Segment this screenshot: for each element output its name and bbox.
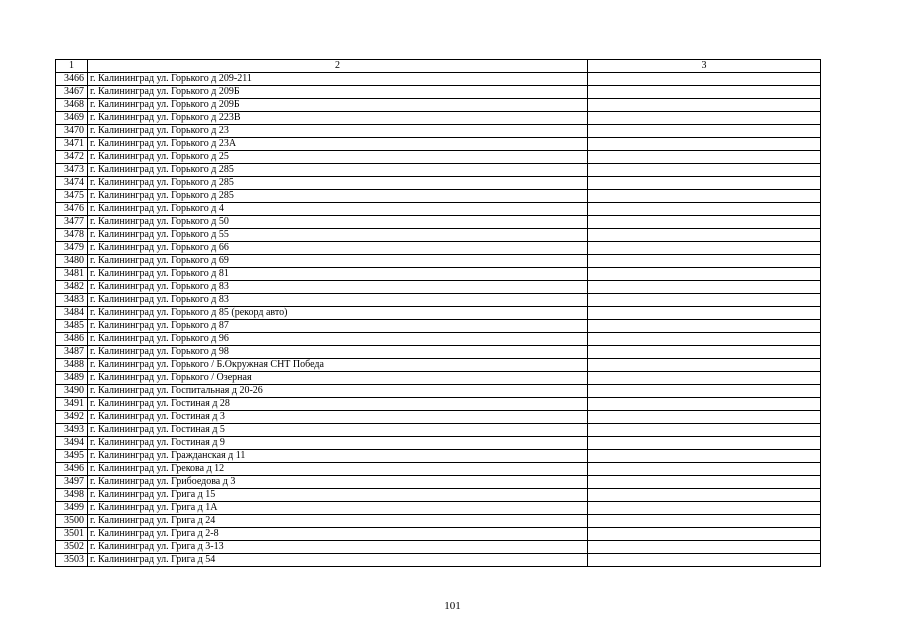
address-cell: г. Калининград ул. Госпитальная д 20-26: [88, 385, 588, 398]
row-number-cell: 3493: [56, 424, 88, 437]
table-row: [56, 450, 821, 463]
address-cell: г. Калининград ул. Грига д 15: [88, 489, 588, 502]
table-row: [56, 177, 821, 190]
note-cell: [588, 307, 821, 320]
row-number-cell: 3500: [56, 515, 88, 528]
row-number-cell: 3501: [56, 528, 88, 541]
note-cell: [588, 242, 821, 255]
table-row: [56, 424, 821, 437]
table-row: [56, 73, 821, 86]
address-cell: г. Калининград ул. Гостиная д 3: [88, 411, 588, 424]
table-row: [56, 242, 821, 255]
table-row: [56, 528, 821, 541]
row-number-cell: 3497: [56, 476, 88, 489]
address-cell: г. Калининград ул. Горького д 285: [88, 190, 588, 203]
table-row: [56, 112, 821, 125]
note-cell: [588, 333, 821, 346]
row-number-cell: 3498: [56, 489, 88, 502]
row-number-cell: 3494: [56, 437, 88, 450]
address-cell: г. Калининград ул. Горького д 85 (рекорд авто): [88, 307, 588, 320]
address-cell: г. Калининград ул. Горького д 50: [88, 216, 588, 229]
table-row: [56, 268, 821, 281]
note-cell: [588, 489, 821, 502]
row-number-cell: 3488: [56, 359, 88, 372]
note-cell: [588, 86, 821, 99]
address-cell: г. Калининград ул. Гостиная д 5: [88, 424, 588, 437]
note-cell: [588, 164, 821, 177]
note-cell: [588, 385, 821, 398]
address-cell: г. Калининград ул. Горького д 55: [88, 229, 588, 242]
table-row: [56, 463, 821, 476]
note-cell: [588, 554, 821, 567]
note-cell: [588, 177, 821, 190]
note-cell: [588, 372, 821, 385]
table-row: [56, 138, 821, 151]
row-number-cell: 3482: [56, 281, 88, 294]
address-table: [55, 59, 821, 567]
note-cell: [588, 463, 821, 476]
address-cell: г. Калининград ул. Горького / Б.Окружная СНТ Победа: [88, 359, 588, 372]
table-row: [56, 99, 821, 112]
address-cell: г. Калининград ул. Горького / Озерная: [88, 372, 588, 385]
address-cell: г. Калининград ул. Горького д 83: [88, 294, 588, 307]
table-row: [56, 554, 821, 567]
note-cell: [588, 190, 821, 203]
address-cell: г. Калининград ул. Горького д 83: [88, 281, 588, 294]
address-cell: г. Калининград ул. Грига д 1А: [88, 502, 588, 515]
address-cell: г. Калининград ул. Горького д 285: [88, 164, 588, 177]
note-cell: [588, 203, 821, 216]
table-row: [56, 411, 821, 424]
note-cell: [588, 268, 821, 281]
column-header-1: 1: [56, 60, 88, 73]
address-cell: г. Калининград ул. Горького д 69: [88, 255, 588, 268]
address-cell: г. Калининград ул. Гостиная д 28: [88, 398, 588, 411]
row-number-cell: 3481: [56, 268, 88, 281]
row-number-cell: 3490: [56, 385, 88, 398]
row-number-cell: 3485: [56, 320, 88, 333]
note-cell: [588, 125, 821, 138]
row-number-cell: 3480: [56, 255, 88, 268]
address-cell: г. Калининград ул. Горького д 209-211: [88, 73, 588, 86]
address-cell: г. Калининград ул. Горького д 23А: [88, 138, 588, 151]
row-number-cell: 3486: [56, 333, 88, 346]
note-cell: [588, 229, 821, 242]
row-number-cell: 3469: [56, 112, 88, 125]
address-cell: г. Калининград ул. Горького д 4: [88, 203, 588, 216]
table-row: [56, 437, 821, 450]
table-row: [56, 255, 821, 268]
table-row: [56, 372, 821, 385]
table-body: [56, 73, 821, 567]
note-cell: [588, 281, 821, 294]
note-cell: [588, 346, 821, 359]
row-number-cell: 3487: [56, 346, 88, 359]
row-number-cell: 3466: [56, 73, 88, 86]
address-cell: г. Калининград ул. Грибоедова д 3: [88, 476, 588, 489]
row-number-cell: 3468: [56, 99, 88, 112]
address-cell: г. Калининград ул. Горького д 87: [88, 320, 588, 333]
address-cell: г. Калининград ул. Горького д 66: [88, 242, 588, 255]
note-cell: [588, 73, 821, 86]
address-cell: г. Калининград ул. Горького д 209Б: [88, 99, 588, 112]
row-number-cell: 3496: [56, 463, 88, 476]
table-row: [56, 229, 821, 242]
table-row: [56, 281, 821, 294]
row-number-cell: 3502: [56, 541, 88, 554]
row-number-cell: 3476: [56, 203, 88, 216]
table-row: [56, 476, 821, 489]
address-cell: г. Калининград ул. Горького д 96: [88, 333, 588, 346]
row-number-cell: 3477: [56, 216, 88, 229]
address-cell: г. Калининград ул. Горького д 209Б: [88, 86, 588, 99]
row-number-cell: 3471: [56, 138, 88, 151]
table-row: [56, 307, 821, 320]
note-cell: [588, 99, 821, 112]
row-number-cell: 3467: [56, 86, 88, 99]
address-cell: г. Калининград ул. Гостиная д 9: [88, 437, 588, 450]
row-number-cell: 3478: [56, 229, 88, 242]
table-row: [56, 333, 821, 346]
address-cell: г. Калининград ул. Горького д 25: [88, 151, 588, 164]
table-row: [56, 385, 821, 398]
note-cell: [588, 528, 821, 541]
row-number-cell: 3474: [56, 177, 88, 190]
note-cell: [588, 476, 821, 489]
table-row: [56, 398, 821, 411]
note-cell: [588, 320, 821, 333]
address-cell: г. Калининград ул. Горького д 98: [88, 346, 588, 359]
address-cell: г. Калининград ул. Гражданская д 11: [88, 450, 588, 463]
row-number-cell: 3479: [56, 242, 88, 255]
note-cell: [588, 502, 821, 515]
address-cell: г. Калининград ул. Грига д 2-8: [88, 528, 588, 541]
note-cell: [588, 151, 821, 164]
note-cell: [588, 216, 821, 229]
table-row: [56, 190, 821, 203]
table-row: [56, 294, 821, 307]
note-cell: [588, 398, 821, 411]
row-number-cell: 3484: [56, 307, 88, 320]
table-row: [56, 346, 821, 359]
note-cell: [588, 541, 821, 554]
table-row: [56, 515, 821, 528]
table-row: [56, 125, 821, 138]
note-cell: [588, 294, 821, 307]
column-header-2: 2: [88, 60, 588, 73]
note-cell: [588, 450, 821, 463]
table-row: [56, 151, 821, 164]
note-cell: [588, 138, 821, 151]
row-number-cell: 3495: [56, 450, 88, 463]
row-number-cell: 3475: [56, 190, 88, 203]
row-number-cell: 3473: [56, 164, 88, 177]
row-number-cell: 3492: [56, 411, 88, 424]
address-cell: г. Калининград ул. Грига д 3-13: [88, 541, 588, 554]
table-row: [56, 164, 821, 177]
note-cell: [588, 112, 821, 125]
row-number-cell: 3483: [56, 294, 88, 307]
table-header-row: [56, 60, 821, 73]
row-number-cell: 3489: [56, 372, 88, 385]
row-number-cell: 3491: [56, 398, 88, 411]
table-row: [56, 320, 821, 333]
table-row: [56, 541, 821, 554]
table-row: [56, 489, 821, 502]
column-header-3: 3: [588, 60, 821, 73]
row-number-cell: 3503: [56, 554, 88, 567]
address-cell: г. Калининград ул. Грекова д 12: [88, 463, 588, 476]
note-cell: [588, 437, 821, 450]
table-row: [56, 216, 821, 229]
table-row: [56, 359, 821, 372]
address-cell: г. Калининград ул. Грига д 24: [88, 515, 588, 528]
page-number: 101: [444, 600, 461, 612]
table-row: [56, 502, 821, 515]
note-cell: [588, 359, 821, 372]
address-cell: г. Калининград ул. Горького д 81: [88, 268, 588, 281]
note-cell: [588, 424, 821, 437]
address-cell: г. Калининград ул. Грига д 54: [88, 554, 588, 567]
row-number-cell: 3499: [56, 502, 88, 515]
row-number-cell: 3470: [56, 125, 88, 138]
note-cell: [588, 515, 821, 528]
note-cell: [588, 411, 821, 424]
address-cell: г. Калининград ул. Горького д 285: [88, 177, 588, 190]
address-cell: г. Калининград ул. Горького д 223В: [88, 112, 588, 125]
note-cell: [588, 255, 821, 268]
row-number-cell: 3472: [56, 151, 88, 164]
address-cell: г. Калининград ул. Горького д 23: [88, 125, 588, 138]
table-row: [56, 203, 821, 216]
table-row: [56, 86, 821, 99]
